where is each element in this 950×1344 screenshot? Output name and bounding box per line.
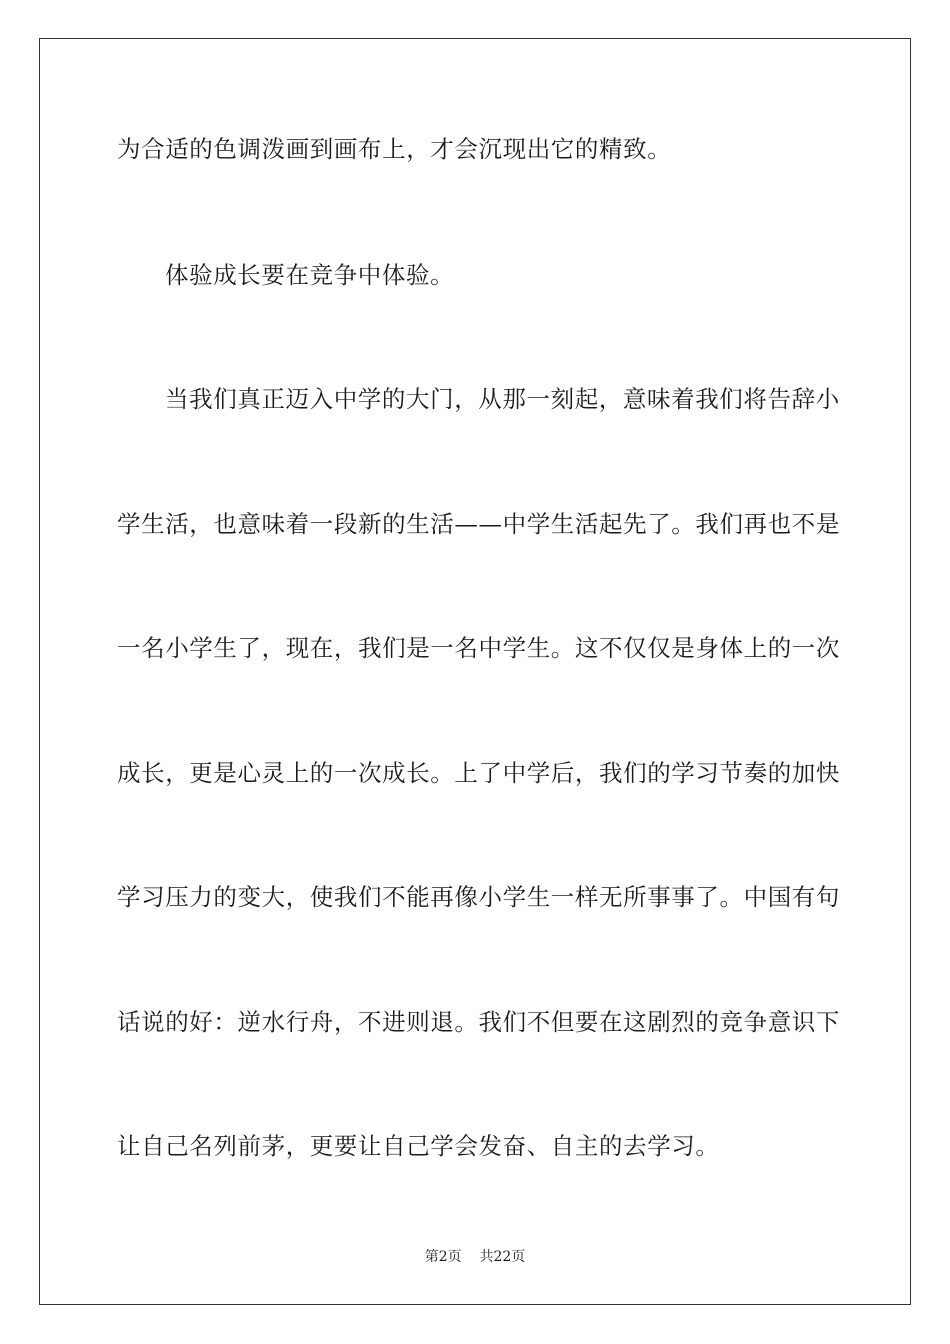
page-frame (39, 38, 911, 1305)
paragraph-line-4: 学生活，也意味着一段新的生活——中学生活起先了。我们再也不是 (117, 510, 840, 538)
paragraph-line-3: 当我们真正迈入中学的大门，从那一刻起，意味着我们将告辞小 (165, 385, 840, 413)
page-number-footer: 第2页 共22页 (424, 1249, 526, 1265)
paragraph-line-9: 让自己名列前茅，更要让自己学会发奋、自主的去学习。 (117, 1132, 720, 1160)
paragraph-line-5: 一名小学生了，现在，我们是一名中学生。这不仅仅是身体上的一次 (117, 634, 840, 662)
paragraph-line-8: 话说的好：逆水行舟，不进则退。我们不但要在这剧烈的竞争意识下 (117, 1008, 840, 1036)
paragraph-heading-line: 体验成长要在竞争中体验。 (165, 261, 455, 289)
paragraph-line-6: 成长，更是心灵上的一次成长。上了中学后，我们的学习节奏的加快 (117, 759, 840, 787)
paragraph-line-1: 为合适的色调泼画到画布上，才会沉现出它的精致。 (117, 135, 672, 163)
paragraph-line-7: 学习压力的变大，使我们不能再像小学生一样无所事事了。中国有句 (117, 883, 840, 911)
